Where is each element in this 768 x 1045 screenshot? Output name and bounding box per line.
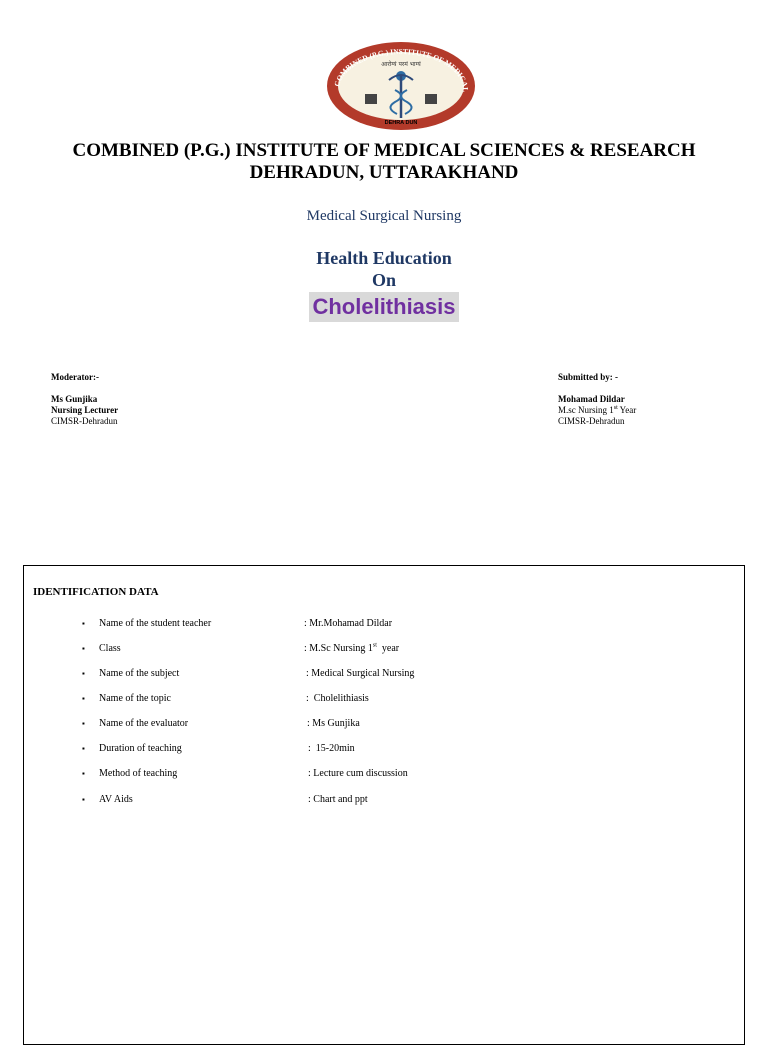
list-item	[82, 642, 682, 656]
moderator-place: CIMSR-Dehradun	[51, 416, 118, 426]
field-value: : 15-20min	[308, 743, 355, 754]
list-item	[82, 667, 682, 681]
moderator-heading: Moderator:-	[51, 372, 99, 382]
field-label: Duration of teaching	[99, 743, 182, 754]
field-value-sup: st	[372, 642, 377, 649]
topic-title: Cholelithiasis	[309, 292, 458, 322]
field-value: : Ms Gunjika	[307, 718, 360, 729]
list-item	[82, 793, 682, 807]
field-label: Class	[99, 643, 121, 654]
field-label: Name of the student teacher	[99, 618, 212, 629]
submitted-by-block	[558, 372, 636, 427]
field-value: : Lecture cum discussion	[308, 768, 408, 779]
department-name: Medical Surgical Nursing	[306, 208, 462, 224]
list-item	[82, 742, 682, 756]
logo-emblem	[325, 40, 477, 132]
field-value: : Cholelithiasis	[306, 693, 369, 704]
bullet-icon: ▪	[82, 694, 85, 703]
submitter-course-suffix: Year	[617, 405, 637, 415]
field-label: Name of the topic	[99, 693, 171, 704]
moderator-name: Ms Gunjika	[51, 394, 98, 404]
logo-ring-text: COMBINED (P.G.) INSTITUTE OF MEDICAL	[332, 46, 471, 92]
logo-motto: आरोग्यं परमं भाग्यं	[381, 61, 421, 68]
field-label: Method of teaching	[99, 768, 178, 779]
health-education-heading	[0, 247, 768, 291]
logo-place: DEHRA DUN	[384, 120, 418, 126]
moderator-designation: Nursing Lecturer	[51, 405, 119, 415]
bullet-icon: ▪	[82, 744, 85, 753]
field-value-text: : M.Sc Nursing 1	[304, 643, 373, 654]
field-value: : Medical Surgical Nursing	[306, 668, 415, 679]
list-item	[82, 617, 682, 631]
list-item	[82, 692, 682, 706]
on-label: On	[371, 270, 396, 290]
list-item	[82, 767, 682, 781]
identification-data-title: IDENTIFICATION DATA	[33, 586, 159, 598]
bullet-icon: ▪	[82, 619, 85, 628]
bullet-icon: ▪	[82, 795, 85, 804]
list-item	[82, 717, 682, 731]
institute-title-line1: COMBINED (P.G.) INSTITUTE OF MEDICAL SCIENCES & RESEARCH	[72, 140, 696, 161]
submitted-by-heading: Submitted by: -	[558, 372, 619, 382]
moderator-block	[51, 372, 118, 427]
institute-logo	[325, 40, 477, 132]
institute-title	[0, 140, 768, 184]
submitter-course	[558, 405, 636, 416]
field-value-suffix: year	[376, 643, 400, 654]
health-education-label: Health Education	[316, 248, 452, 268]
field-value: : Mr.Mohamad Dildar	[304, 618, 393, 629]
identification-data-box	[23, 565, 745, 1045]
bullet-icon: ▪	[82, 769, 85, 778]
bullet-icon: ▪	[82, 644, 85, 653]
institute-title-line2: DEHRADUN, UTTARAKHAND	[249, 162, 519, 183]
field-label: Name of the subject	[99, 668, 180, 679]
submitter-course-text: M.sc Nursing 1	[558, 405, 614, 415]
topic-title-wrap	[0, 292, 768, 322]
field-label: AV Aids	[99, 794, 133, 805]
submitter-name: Mohamad Dildar	[558, 394, 625, 404]
field-value: : Chart and ppt	[308, 794, 368, 805]
bullet-icon: ▪	[82, 719, 85, 728]
field-label: Name of the evaluator	[99, 718, 189, 729]
bullet-icon: ▪	[82, 669, 85, 678]
submitter-place: CIMSR-Dehradun	[558, 416, 625, 426]
submitter-course-sup: st	[613, 405, 618, 411]
field-value	[304, 642, 399, 656]
